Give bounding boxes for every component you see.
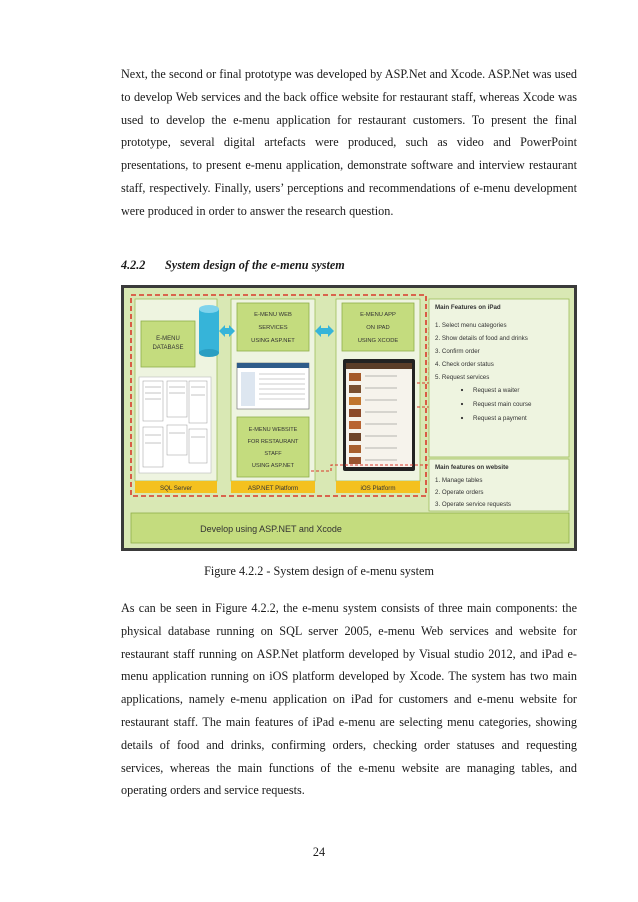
website-label-2: FOR RESTAURANT: [247, 439, 299, 445]
ipad-subfeature-3: Request a payment: [473, 415, 527, 422]
database-label-1: E-MENU: [156, 336, 180, 342]
bullet-icon: [461, 417, 463, 419]
system-design-figure: [121, 285, 577, 551]
web-services-label-1: E-MENU WEB: [254, 312, 292, 318]
database-tables-thumbnail: [139, 377, 211, 473]
website-screenshot-thumbnail: [237, 363, 309, 409]
website-label-4: USING ASP.NET: [251, 463, 295, 469]
section-heading: [121, 258, 345, 273]
ipad-feature-5: 5. Request services: [435, 374, 490, 381]
database-cylinder-icon: [199, 305, 219, 357]
ipad-features-title: Main Features on iPad: [435, 304, 501, 311]
database-box: [141, 321, 195, 367]
section-number: 4.2.2: [121, 258, 146, 272]
website-feature-1: 1. Manage tables: [435, 477, 483, 484]
ipad-app-label-3: USING XCODE: [357, 338, 399, 344]
web-services-label-3: USING ASP.NET: [251, 338, 295, 344]
bullet-icon: [461, 403, 463, 405]
ipad-feature-2: 2. Show details of food and drinks: [435, 335, 528, 342]
page-number: 24: [312, 845, 326, 859]
web-services-label-2: SERVICES: [258, 325, 288, 331]
ios-platform-label: iOS Platform: [360, 485, 396, 492]
intro-paragraph: Next, the second or final prototype was developed by ASP.Net and Xcode. ASP.Net was used to develop Web services and the back office website for restaurant staff, whereas Xcode was used to develop the e-menu application for restaurant customers. To present the final prototype, several digital artefacts were produced, such as video and PowerPoint presentations, to present e-menu application, demonstrate software and interview restaurant staff, respectively. Finally, users’ perceptions and recommendations of e-menu development were produced in order to answer the research question.: [121, 67, 577, 218]
section-title: System design of the e-menu system: [165, 258, 345, 272]
develop-bar-label: Develop using ASP.NET and Xcode: [200, 524, 342, 534]
ipad-app-label-1: E-MENU APP: [360, 312, 396, 318]
discussion-paragraph: As can be seen in Figure 4.2.2, the e-menu system consists of three main components: the physical database running on SQL server 2005, e-menu Web services and website for restaurant staff running on ASP.Net platform developed by Visual studio 2012, and iPad e-menu application running on iOS platform developed by Xcode. The system has two main applications, namely e-menu application on iPad for customers and e-menu website for restaurant staff. The main features of iPad e-menu are selecting menu categories, showing details of food and drinks, confirming orders, checking order statuses and requesting services, whereas the main functions of the e-menu website are managing tables, and operating orders and service requests.: [121, 601, 577, 798]
figure-caption: Figure 4.2.2 - System design of e-menu system: [204, 564, 434, 578]
aspnet-platform-label: ASP.NET Platform: [247, 485, 299, 492]
website-label-1: E-MENU WEBSITE: [248, 427, 298, 433]
website-feature-3: 3. Operate service requests: [435, 501, 512, 508]
database-label-2: DATABASE: [152, 345, 184, 351]
website-features-title: Main features on website: [435, 464, 509, 471]
website-feature-2: 2. Operate orders: [435, 489, 484, 496]
ipad-feature-1: 1. Select menu categories: [435, 322, 507, 329]
system-design-diagram: [121, 285, 577, 551]
ipad-subfeature-1: Request a waiter: [473, 387, 520, 394]
sql-server-platform-label: SQL Server: [159, 485, 193, 492]
ipad-feature-3: 3. Confirm order: [435, 348, 480, 355]
ipad-app-label-2: ON IPAD: [366, 325, 390, 331]
ipad-screenshot-thumbnail: [343, 359, 415, 471]
ipad-subfeature-2: Request main course: [473, 401, 532, 408]
ipad-feature-4: 4. Check order status: [435, 361, 494, 368]
website-label-3: STAFF: [264, 451, 282, 457]
bullet-icon: [461, 389, 463, 391]
develop-bar: [131, 513, 569, 543]
